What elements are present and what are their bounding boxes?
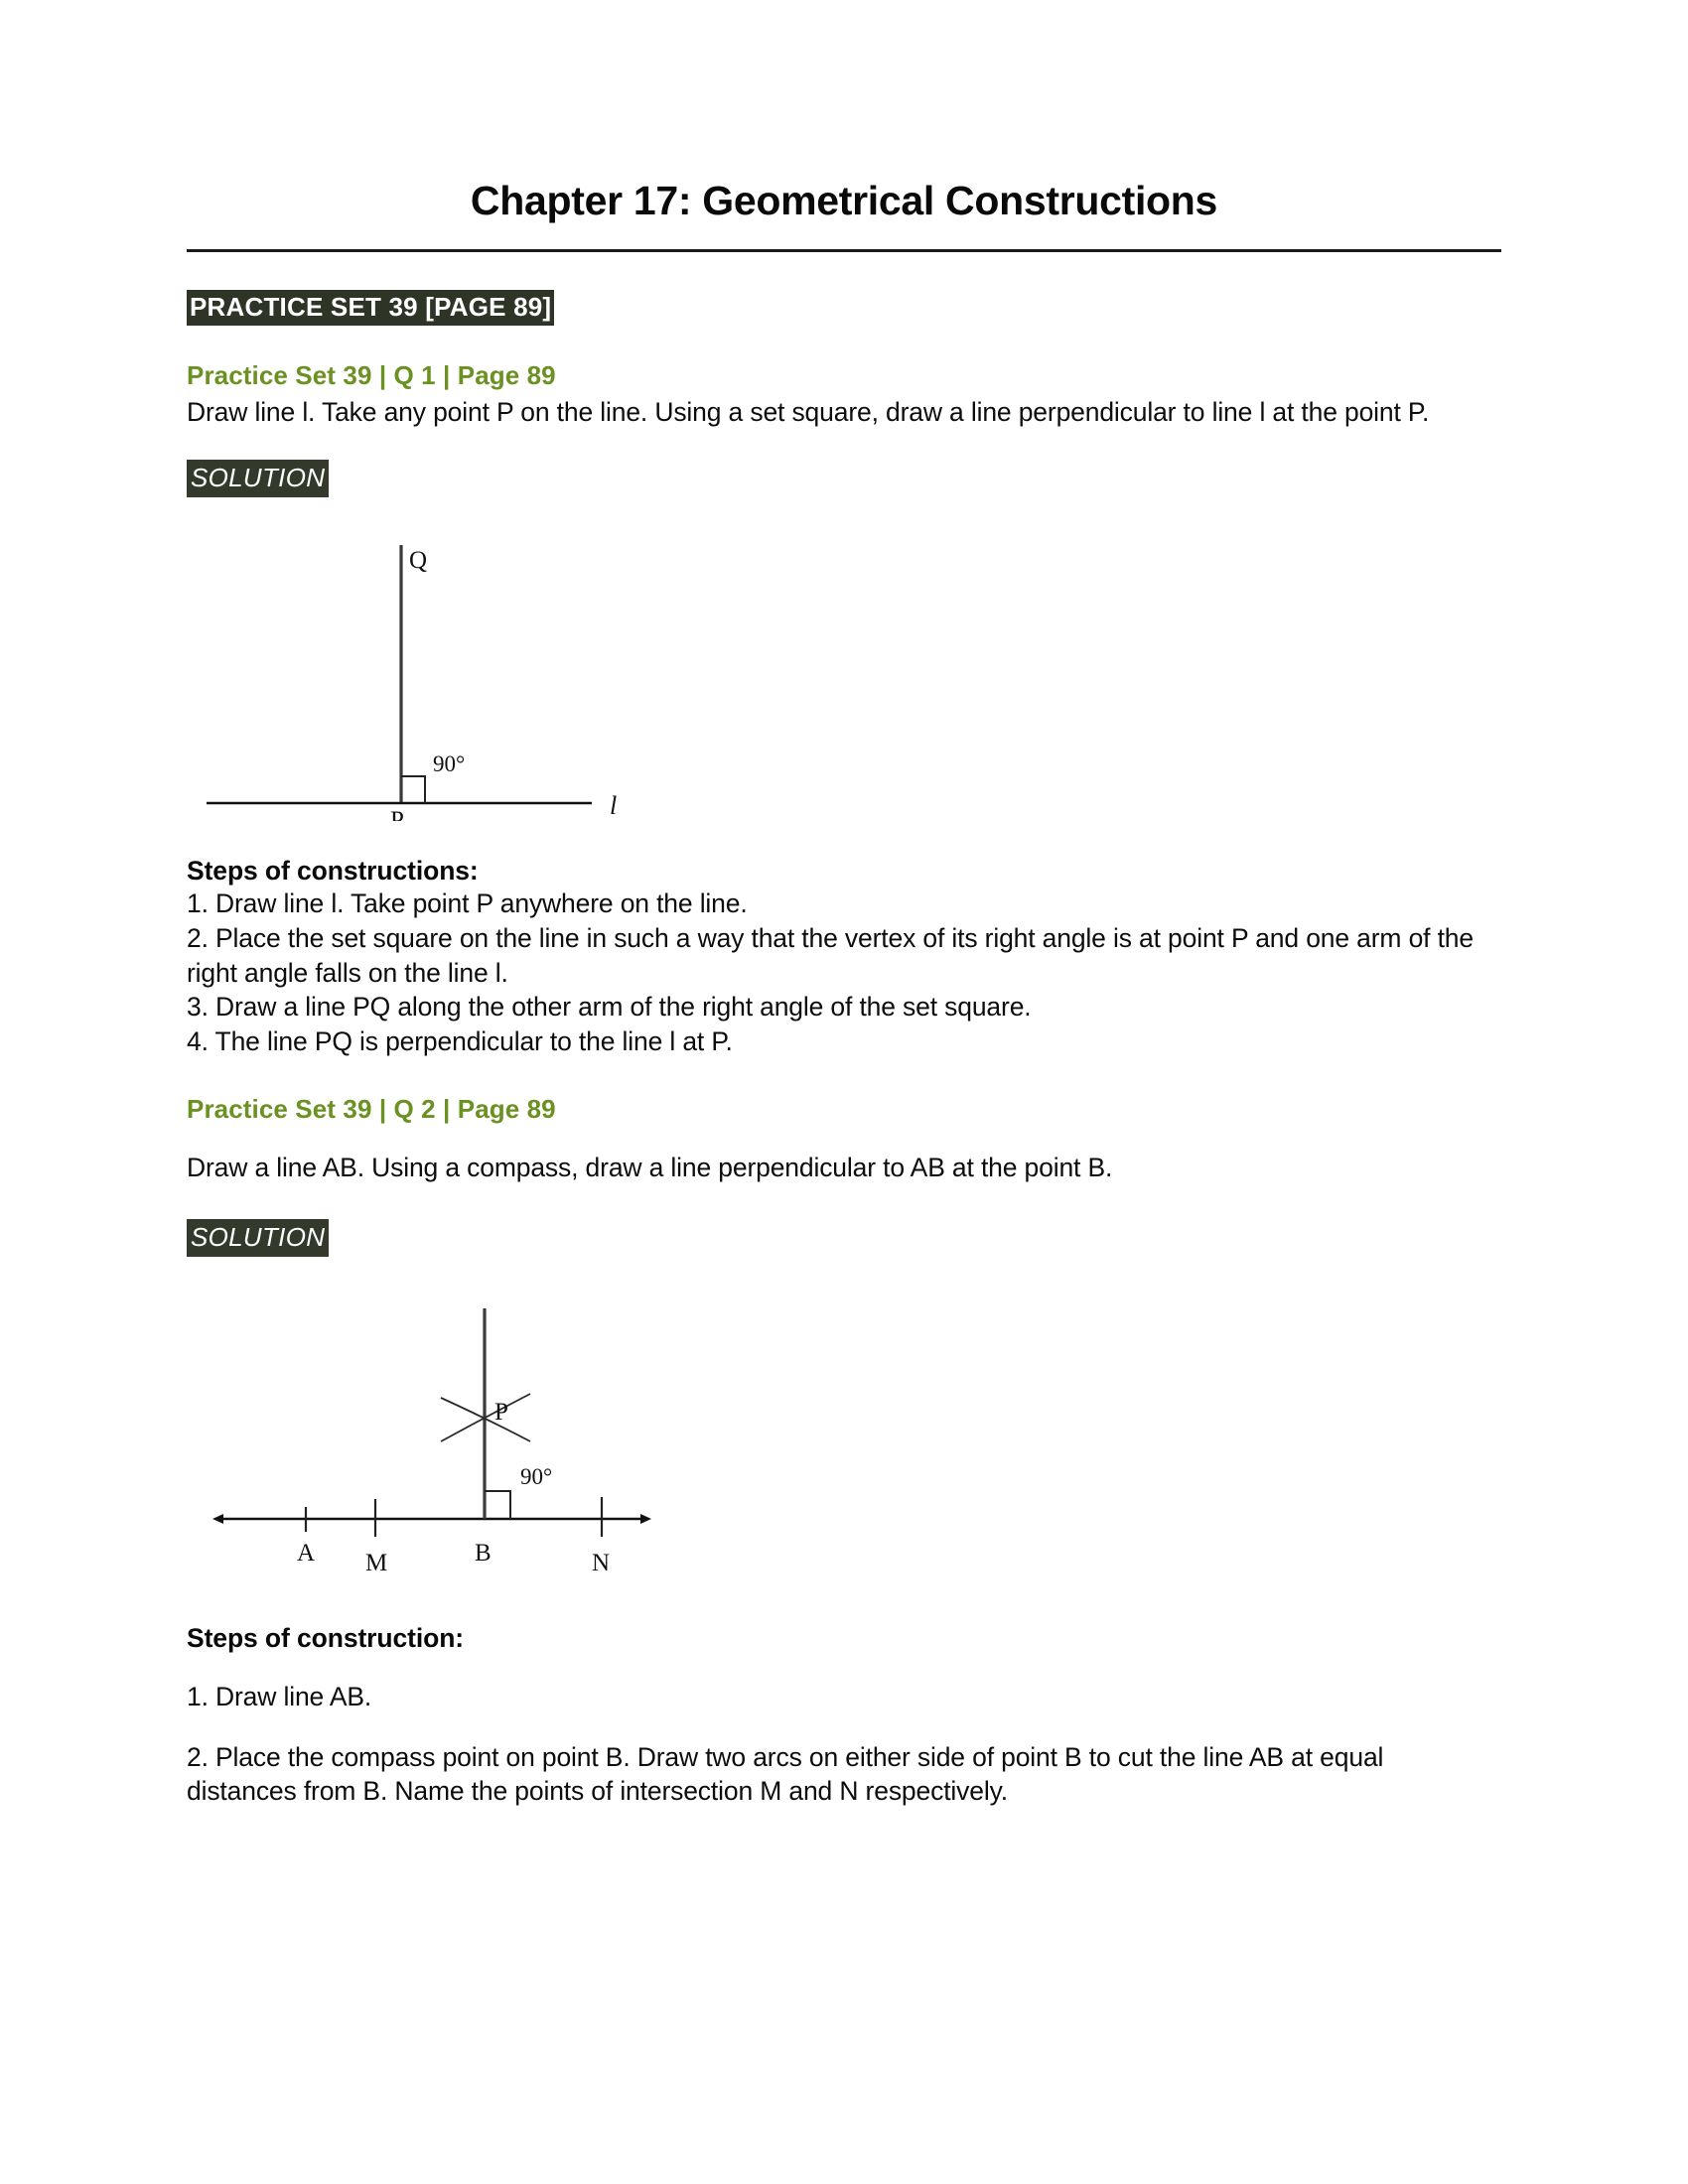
q1-question-text: Draw line l. Take any point P on the line. Using a set square, draw a line perpendicular to line l at the point P.: [187, 397, 1430, 428]
label-angle-90: 90°: [520, 1464, 553, 1490]
label-b: B: [475, 1540, 492, 1568]
label-q: Q: [409, 547, 428, 575]
q2-step-1: 1. Draw line AB.: [187, 1682, 372, 1712]
label-p: P: [494, 1399, 508, 1427]
q2-steps-title: Steps of construction:: [187, 1623, 465, 1654]
label-a: A: [297, 1540, 316, 1568]
q2-question-text: Draw a line AB. Using a compass, draw a line perpendicular to AB at the point B.: [187, 1153, 1113, 1183]
q1-step-1: 1. Draw line l. Take point P anywhere on the line.: [187, 888, 748, 919]
q2-solution-row: [187, 1219, 1501, 1257]
q2-solution-label: SOLUTION: [187, 1219, 329, 1257]
q1-step-2: 2. Place the set square on the line in such a way that the vertex of its right angle is at point P and one arm of the right angle falls on the line l.: [187, 922, 1474, 988]
q1-step-4: 4. The line PQ is perpendicular to the line l at P.: [187, 1025, 733, 1056]
q2-diagram-svg: [195, 1291, 810, 1588]
q1-heading: Practice Set 39 | Q 1 | Page 89: [187, 359, 556, 390]
q1-steps-title: Steps of constructions:: [187, 856, 479, 887]
title-divider: [187, 249, 1501, 252]
right-angle-marker: [485, 1491, 510, 1519]
q1-diagram-svg: [195, 533, 751, 821]
practice-set-bar: PRACTICE SET 39 [PAGE 89]: [187, 290, 554, 326]
label-angle-90: 90°: [433, 751, 466, 777]
q2-step-2: 2. Place the compass point on point B. Draw two arcs on either side of point B to cut the line AB at equal distances from B. Name the points of intersection M and N respectively.: [187, 1741, 1384, 1807]
q1-figure: [195, 533, 1501, 826]
label-line-l: l: [610, 791, 618, 821]
practice-set-bar-row: [187, 290, 1501, 326]
q1-solution-label: SOLUTION: [187, 460, 329, 497]
q1-solution-row: [187, 460, 1501, 497]
q2-heading: Practice Set 39 | Q 2 | Page 89: [187, 1093, 556, 1124]
label-p: P: [390, 807, 404, 822]
q1-step-3: 3. Draw a line PQ along the other arm of the right angle of the set square.: [187, 992, 1032, 1023]
page-title: Chapter 17: Geometrical Constructions: [470, 178, 1218, 223]
label-n: N: [592, 1550, 611, 1577]
right-angle-marker: [401, 776, 425, 803]
q2-figure: [195, 1291, 1501, 1593]
label-m: M: [365, 1550, 388, 1577]
